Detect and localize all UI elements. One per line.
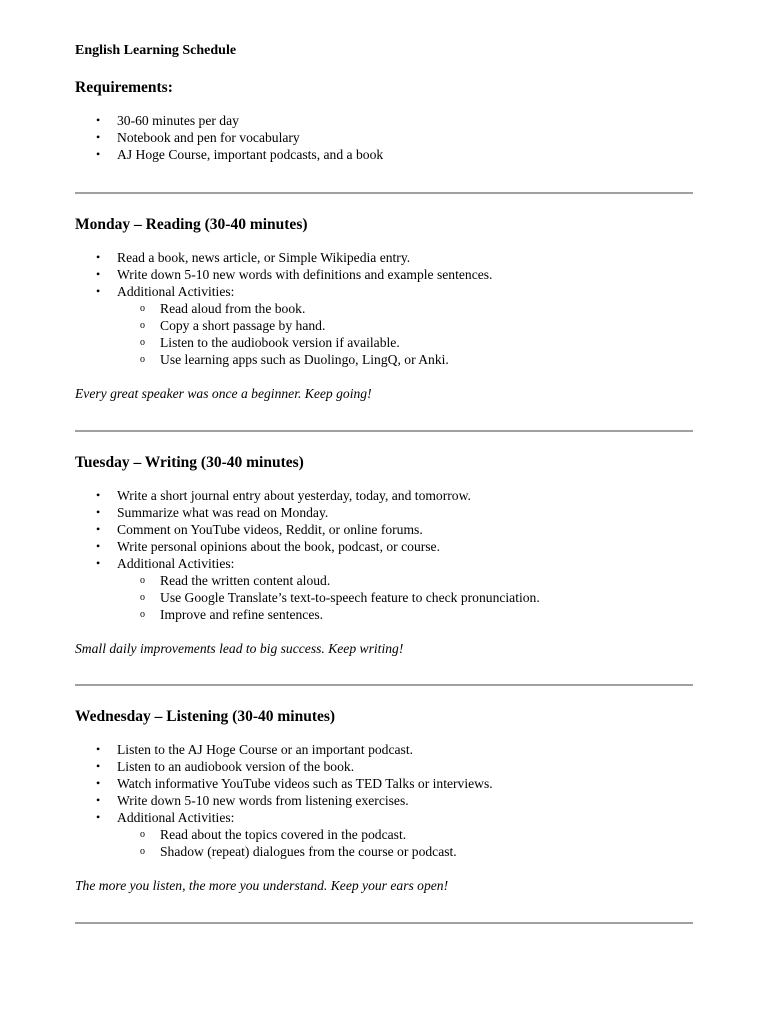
list-item: • Additional Activities: o Read the written content aloud. o Use Google Translate’s text-to-speech feature to check pronunciation. o Improve and refine sentences. [75, 555, 693, 623]
sub-bullet-icon: o [140, 354, 145, 365]
sub-bullet-icon: o [140, 337, 145, 348]
list-item: • Listen to an audiobook version of the book. [96, 759, 355, 774]
section-divider [75, 430, 693, 432]
sub-bullet-icon: o [140, 320, 145, 331]
wednesday-quote: The more you listen, the more you understand. Keep your ears open! [75, 878, 449, 893]
sub-bullet-icon: o [140, 303, 145, 314]
list-item: • 30-60 minutes per day [96, 113, 239, 128]
bullet-icon: • [96, 250, 101, 264]
wednesday-section [75, 707, 693, 894]
list-item: • Notebook and pen for vocabulary [96, 130, 300, 145]
bullet-icon: • [96, 267, 101, 281]
bullet-icon: • [96, 130, 101, 144]
wednesday-sublist [117, 826, 693, 860]
bullet-icon: • [96, 488, 101, 502]
tuesday-section [75, 453, 693, 657]
sub-list-item: o Use Google Translate’s text-to-speech feature to check pronunciation. [140, 590, 540, 605]
list-item: • Watch informative YouTube videos such as TED Talks or interviews. [96, 776, 493, 791]
sub-list-item: o Listen to the audiobook version if available. [140, 335, 400, 350]
monday-list [75, 249, 693, 368]
list-item: • AJ Hoge Course, important podcasts, and a book [96, 147, 384, 162]
list-item: • Listen to the AJ Hoge Course or an important podcast. [96, 742, 413, 757]
section-divider [75, 192, 693, 194]
list-item: • Write a short journal entry about yesterday, today, and tomorrow. [96, 488, 471, 503]
section-divider [75, 922, 693, 924]
sub-list-item: o Read about the topics covered in the podcast. [140, 827, 407, 842]
list-item: • Read a book, news article, or Simple Wikipedia entry. [96, 250, 411, 265]
wednesday-list [75, 741, 693, 860]
list-item: • Summarize what was read on Monday. [96, 505, 329, 520]
bullet-icon: • [96, 147, 101, 161]
requirements-list [75, 112, 693, 163]
list-item: • Comment on YouTube videos, Reddit, or online forums. [96, 522, 423, 537]
bullet-icon: • [96, 556, 101, 570]
sub-bullet-icon: o [140, 846, 145, 857]
bullet-icon: • [96, 284, 101, 298]
tuesday-quote: Small daily improvements lead to big success. Keep writing! [75, 641, 404, 656]
bullet-icon: • [96, 759, 101, 773]
tuesday-sublist [117, 572, 693, 623]
list-item: • Write down 5-10 new words from listening exercises. [96, 793, 409, 808]
tuesday-heading: Tuesday – Writing (30-40 minutes) [75, 454, 304, 471]
monday-sublist [117, 300, 693, 368]
section-divider [75, 684, 693, 686]
bullet-icon: • [96, 113, 101, 127]
sub-bullet-icon: o [140, 609, 145, 620]
requirements-heading: Requirements: [75, 79, 173, 96]
wednesday-heading: Wednesday – Listening (30-40 minutes) [75, 708, 336, 725]
monday-heading: Monday – Reading (30-40 minutes) [75, 216, 308, 233]
bullet-icon: • [96, 742, 101, 756]
sub-list-item: o Shadow (repeat) dialogues from the course or podcast. [140, 844, 457, 859]
monday-section [75, 215, 693, 402]
bullet-icon: • [96, 810, 101, 824]
bullet-icon: • [96, 505, 101, 519]
bullet-icon: • [96, 793, 101, 807]
sub-bullet-icon: o [140, 829, 145, 840]
bullet-icon: • [96, 522, 101, 536]
sub-list-item: o Copy a short passage by hand. [140, 318, 326, 333]
bullet-icon: • [96, 539, 101, 553]
sub-list-item: o Read aloud from the book. [140, 301, 306, 316]
list-item: • Write down 5-10 new words with definitions and example sentences. [96, 267, 493, 282]
sub-bullet-icon: o [140, 575, 145, 586]
document-title: English Learning Schedule [75, 43, 237, 58]
monday-quote: Every great speaker was once a beginner. Keep going! [75, 386, 372, 401]
tuesday-list [75, 487, 693, 623]
list-item: • Additional Activities: o Read about the topics covered in the podcast. o Shadow (repeat) dialogues from the course or podcast. [75, 809, 693, 860]
sub-bullet-icon: o [140, 592, 145, 603]
sub-list-item: o Use learning apps such as Duolingo, LingQ, or Anki. [140, 352, 449, 367]
list-item: • Write personal opinions about the book, podcast, or course. [96, 539, 440, 554]
sub-list-item: o Improve and refine sentences. [140, 607, 324, 622]
requirements-section [75, 78, 693, 163]
list-item: • Additional Activities: o Read aloud from the book. o Copy a short passage by hand. o Listen to the audiobook version if available. o Use learning apps such as Duolingo, LingQ, or Anki. [75, 283, 693, 368]
sub-list-item: o Read the written content aloud. [140, 573, 331, 588]
bullet-icon: • [96, 776, 101, 790]
